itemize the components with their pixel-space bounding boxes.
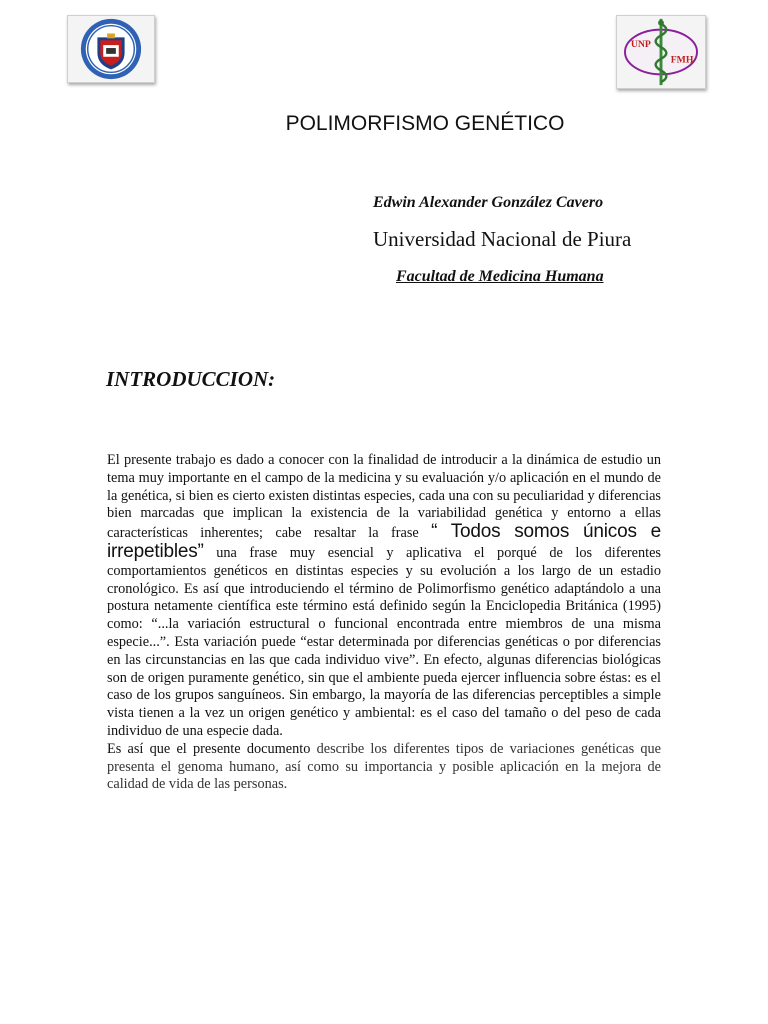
introduction-body bbox=[107, 452, 661, 794]
caduceus-icon bbox=[617, 16, 705, 88]
paragraph-2-rest: describe los diferentes tipos de variaciones genéticas que presenta el genoma humano, así como su importancia y posible aplicación en la mejora de calidad de vida de las personas. bbox=[107, 740, 661, 793]
fmh-logo-text: FMH bbox=[670, 54, 694, 66]
unp-fmh-logo bbox=[616, 15, 706, 89]
document-title: POLIMORFISMO GENÉTICO bbox=[285, 112, 565, 135]
paragraph-2 bbox=[107, 741, 661, 794]
section-heading: INTRODUCCION: bbox=[106, 367, 276, 391]
university-name: Universidad Nacional de Piura bbox=[373, 227, 632, 251]
author-name: Edwin Alexander González Cavero bbox=[373, 194, 604, 211]
paragraph-1-rest: una frase muy esencial y aplicativa el porqué de los diferentes comportamientos genéticos en distintas especies y su evolución a los largo de un estadio cronológico. Es así que introduciendo el término de Polimorfismo genético adaptándolo a una postura netamente científica este término está definido según la Enciclopedia Británica (1995) como: “...la variación estructural o funcional encontrada entre miembros de una misma especie...”. Esta variación puede “estar determinada por diferencias genéticas o por diferencias en las circunstancias en las que cada individuo vive”. En efecto, algunas diferencias biológicas son de origen puramente genético, sin que el ambiente pueda ejercer influencia sobre éstas: es el caso de los grupos sanguíneos. Sin embargo, la mayoría de las diferencias perceptibles a simple vista tienen a la vez un origen genético y ambiental: es el caso del tamaño o del peso de cada individuo de una especie dada. bbox=[107, 544, 661, 739]
faculty-name: Facultad de Medicina Humana bbox=[396, 268, 604, 285]
paragraph-2-start: Es así que el presente documento bbox=[107, 740, 311, 757]
unp-logo-text: UNP bbox=[630, 39, 651, 51]
paragraph-1 bbox=[107, 452, 661, 741]
paragraph-1-start: El presente trabajo es dado a conocer con la finalidad de introducir a la dinámica de estudio un tema muy importante en el campo de la medicina y su evaluación y/o aplicación en el mundo de la genética, si bien es cierto existen distintas especies, cada una con su peculiaridad y diferencias bien marcadas que implican la existencia de la variabilidad genética y entorno a ellas características inherentes; cabe resaltar la frase bbox=[107, 452, 661, 542]
university-seal-logo bbox=[67, 15, 155, 83]
highlighted-quote: “ Todos somos únicos e irrepetibles” bbox=[107, 521, 661, 562]
university-seal-icon bbox=[68, 16, 154, 82]
